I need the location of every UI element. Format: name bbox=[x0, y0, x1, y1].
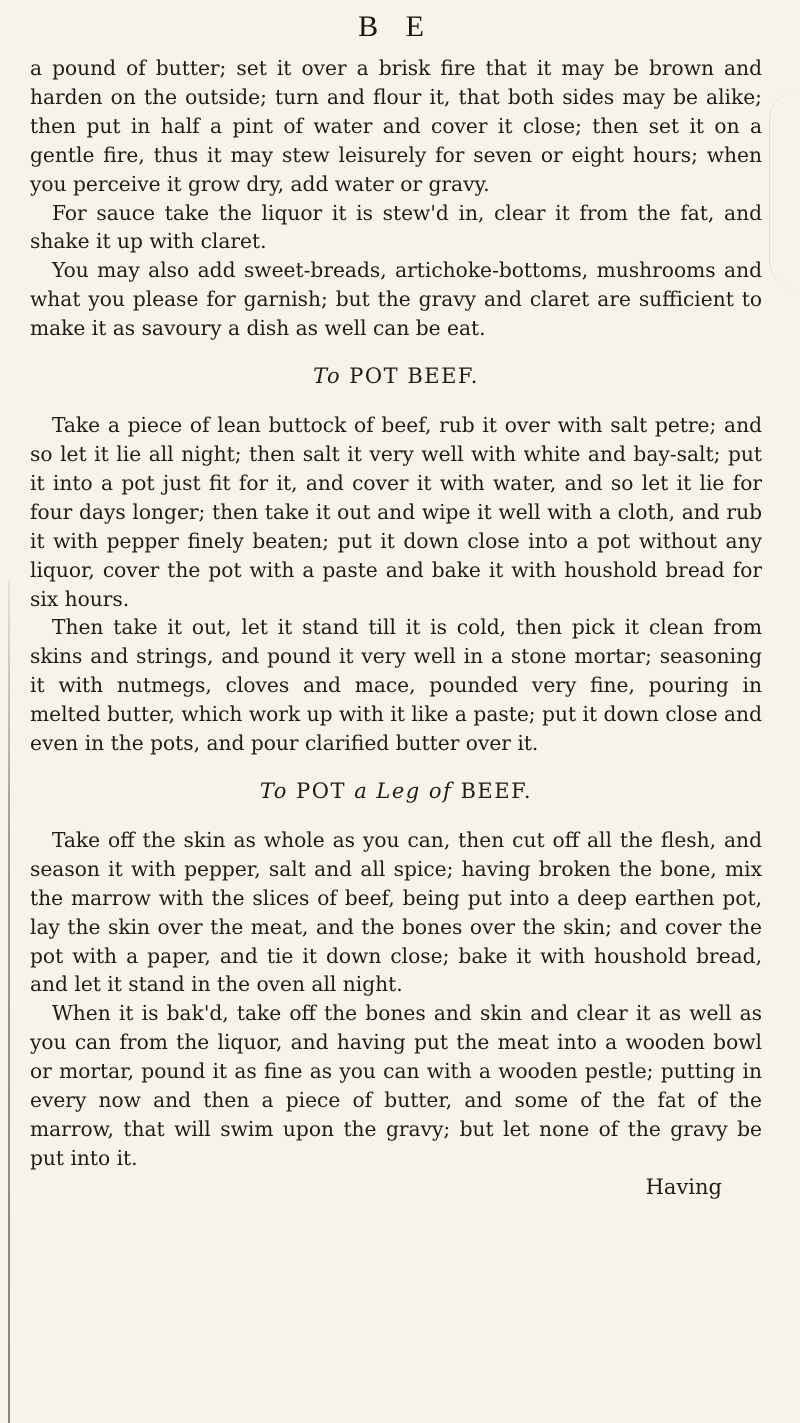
recipe-heading-pot-beef bbox=[30, 361, 762, 391]
paragraph: a pound of butter; set it over a brisk fire that it may be brown and harden on the outside; turn and flour it, that both sides may be alike; then put in half a pint of water and cover it close; then set it on a gentle fire, thus it may stew leisurely for seven or eight hours; when you perceive it grow dry, add water or gravy. bbox=[30, 56, 762, 196]
paragraph: Then take it out, let it stand till it is cold, then pick it clean from skins and strings, and pound it very well in a stone mortar; seasoning it with nutmegs, cloves and mace, pounded very fine, pouring in melted butter, which work up with it like a paste; put it down close and even in the pots, and pour clarified butter over it. bbox=[30, 615, 762, 756]
paragraph: When it is bak'd, take off the bones and skin and clear it as well as you can from the liquor, and having put the meat into a wooden bowl or mortar, pound it as fine as you can with a wooden pestle; putting in every now and then a piece of butter, and some of the fat of the marrow, that will swim upon the gravy; but let none of the gravy be put into it. bbox=[30, 1001, 762, 1170]
paragraph: Take a piece of lean buttock of beef, rub it over with salt petre; and so let it lie all night; then salt it very well with white and bay-salt; put it into a pot just fit for it, and cover it with water, and so let it lie for four days longer; then take it out and wipe it well with a cloth, and rub it with pepper finely beaten; put it down close into a pot without any liquor, cover the pot with a paste and bake it with houshold bread for six hours. bbox=[30, 413, 762, 611]
heading-main: POT bbox=[296, 778, 346, 803]
page-edge-mark bbox=[769, 90, 800, 290]
heading-lead: To bbox=[259, 778, 288, 803]
paragraph: For sauce take the liquor it is stew'd in, clear it from the fat, and shake it up with claret. bbox=[30, 200, 762, 254]
catchword: Having bbox=[645, 1174, 722, 1199]
running-head: B E bbox=[358, 10, 434, 43]
heading-lead: To bbox=[313, 364, 342, 389]
section-pot-beef bbox=[30, 411, 762, 758]
paragraph: You may also add sweet-breads, artichoke-bottoms, mushrooms and what you please for garnish; but the gravy and claret are sufficient to make it as savoury a dish as well can be eat. bbox=[30, 258, 762, 341]
heading-tail: BEEF. bbox=[460, 778, 533, 803]
section-pot-leg-beef bbox=[30, 826, 762, 1173]
heading-main: POT BEEF. bbox=[349, 364, 479, 389]
heading-italic: a Leg of bbox=[354, 778, 453, 803]
section-continued bbox=[30, 54, 762, 343]
binding-gutter-shadow bbox=[8, 580, 10, 1423]
recipe-heading-pot-leg-beef bbox=[30, 776, 762, 806]
paragraph: Take off the skin as whole as you can, then cut off all the flesh, and season it with pepper, salt and all spice; having broken the bone, mix the marrow with the slices of beef, being put into a deep earthen pot, lay the skin over the meat, and the bones over the skin; and cover the pot with a paper, and tie it down close; bake it with houshold bread, and let it stand in the oven all night. bbox=[30, 827, 762, 997]
